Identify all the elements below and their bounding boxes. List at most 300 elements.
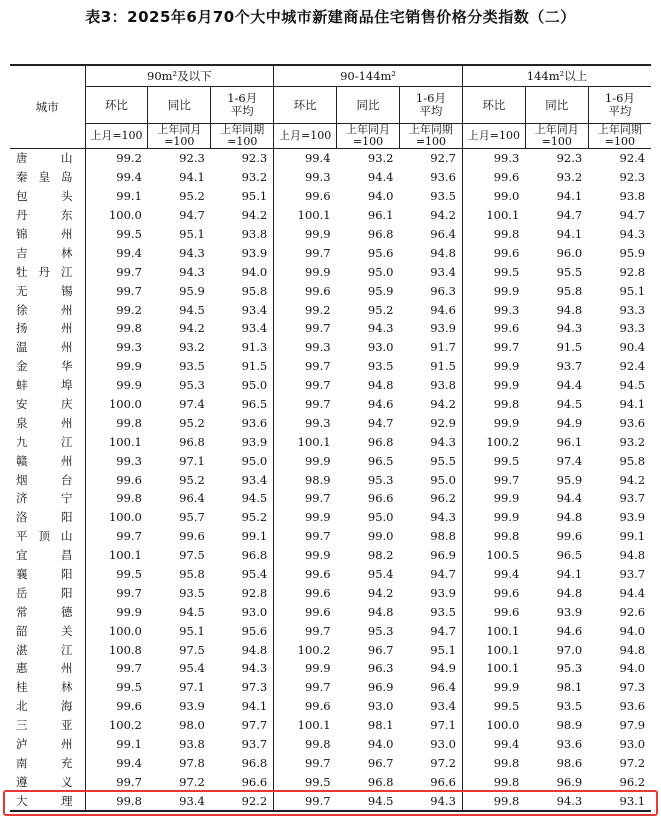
index-value: 99.7 [274, 243, 337, 262]
sub-header-mom: 环比 [85, 87, 148, 124]
index-value: 94.0 [619, 623, 646, 638]
index-value: 91.7 [430, 340, 456, 355]
city-name: 蚌埠 [16, 378, 73, 393]
index-value: 98.8 [430, 529, 456, 544]
index-value: 97.1 [179, 453, 205, 468]
index-value: 99.7 [274, 395, 337, 414]
index-value: 100.0 [85, 206, 148, 225]
index-value: 94.4 [367, 170, 394, 185]
index-value: 95.4 [179, 661, 205, 676]
index-value: 96.3 [430, 283, 456, 298]
table-row [10, 565, 651, 584]
index-value: 99.5 [462, 697, 525, 716]
index-value: 94.7 [430, 567, 456, 582]
index-value: 99.6 [462, 243, 525, 262]
index-value: 99.3 [462, 149, 525, 168]
table-row [10, 225, 651, 244]
index-value: 100.2 [462, 432, 525, 451]
index-value: 96.2 [619, 774, 646, 789]
table-row [10, 640, 651, 659]
index-value: 99.5 [85, 225, 148, 244]
index-value: 100.1 [462, 621, 525, 640]
city-name: 三亚 [16, 718, 73, 733]
index-value: 94.8 [556, 510, 583, 525]
index-value: 97.8 [179, 755, 205, 770]
table-row [10, 206, 651, 225]
index-value: 93.2 [556, 170, 583, 185]
table-title: 表3：2025年6月70个大中城市新建商品住宅销售价格分类指数（二） [85, 8, 576, 26]
index-value: 99.7 [274, 678, 337, 697]
index-value: 93.4 [430, 699, 456, 714]
index-value: 97.0 [556, 642, 583, 657]
index-value: 99.7 [274, 621, 337, 640]
city-name: 惠州 [16, 661, 73, 676]
index-value: 94.1 [619, 397, 646, 412]
unit-header-yoy: 上年同月 =100 [337, 124, 400, 149]
index-value: 96.9 [367, 680, 394, 695]
table-row [10, 678, 651, 697]
index-value: 93.3 [619, 302, 646, 317]
index-value: 99.5 [85, 678, 148, 697]
city-name: 洛阳 [16, 510, 73, 525]
index-value: 93.6 [556, 737, 583, 752]
table-row [10, 772, 651, 791]
index-value: 100.2 [274, 640, 337, 659]
index-value: 93.6 [619, 415, 646, 430]
index-value: 93.2 [367, 151, 394, 166]
index-value: 92.8 [241, 585, 268, 600]
index-value: 97.7 [241, 718, 268, 733]
table-row [10, 754, 651, 773]
index-value: 95.1 [179, 227, 205, 241]
index-value: 94.2 [367, 585, 394, 600]
index-value: 99.0 [462, 187, 525, 206]
index-value: 94.0 [367, 737, 394, 752]
city-name: 牡丹江 [16, 264, 73, 279]
index-value: 94.4 [556, 378, 583, 393]
index-value: 99.7 [274, 357, 337, 376]
index-value: 95.2 [179, 189, 205, 204]
index-value: 99.5 [85, 565, 148, 584]
index-value: 100.1 [85, 432, 148, 451]
index-value: 92.6 [619, 604, 646, 619]
table-row [10, 508, 651, 527]
index-value: 94.9 [430, 661, 456, 676]
index-value: 98.1 [556, 680, 583, 695]
index-value: 94.3 [619, 227, 646, 241]
index-value: 99.6 [462, 602, 525, 621]
index-value: 96.4 [430, 680, 456, 695]
index-value: 92.2 [211, 791, 274, 811]
table-row [10, 659, 651, 678]
index-value: 93.5 [430, 189, 456, 204]
index-value: 99.6 [274, 697, 337, 716]
city-name: 襄阳 [16, 567, 73, 582]
index-value: 95.6 [367, 245, 394, 260]
index-value: 96.7 [367, 755, 394, 770]
index-value: 99.3 [462, 300, 525, 319]
index-value: 100.0 [462, 716, 525, 735]
index-value: 99.8 [462, 791, 525, 811]
index-value: 92.3 [619, 170, 646, 185]
index-value: 99.3 [274, 338, 337, 357]
index-value: 95.2 [179, 472, 205, 487]
index-value: 96.3 [367, 661, 394, 676]
table-row [10, 281, 651, 300]
index-value: 95.9 [556, 472, 583, 487]
index-value: 93.0 [619, 737, 646, 752]
index-value: 97.5 [179, 642, 205, 657]
index-value: 99.7 [274, 754, 337, 773]
index-value: 100.0 [85, 395, 148, 414]
index-value: 93.5 [179, 585, 205, 600]
index-value: 95.2 [179, 415, 205, 430]
index-value: 99.3 [274, 413, 337, 432]
index-value: 96.7 [367, 642, 394, 657]
index-value: 99.9 [85, 357, 148, 376]
index-value: 96.6 [241, 774, 268, 789]
index-value: 95.3 [367, 623, 394, 638]
index-value: 94.2 [179, 321, 205, 336]
index-value: 94.6 [556, 623, 583, 638]
index-value: 93.5 [179, 359, 205, 374]
city-column-header: 城市 [10, 65, 85, 149]
price-index-table [10, 64, 651, 812]
index-value: 94.9 [556, 415, 583, 430]
table-row [10, 583, 651, 602]
index-value: 99.7 [274, 376, 337, 395]
index-value: 94.2 [241, 208, 268, 223]
index-value: 94.4 [619, 585, 646, 600]
index-value: 95.0 [430, 472, 456, 487]
index-value: 99.9 [462, 508, 525, 527]
index-value: 99.9 [462, 357, 525, 376]
index-value: 94.8 [241, 642, 268, 657]
city-name: 北海 [16, 699, 73, 714]
index-value: 99.4 [85, 754, 148, 773]
index-value: 100.8 [85, 640, 148, 659]
city-name: 无锡 [16, 283, 73, 298]
index-value: 95.5 [556, 264, 583, 279]
index-value: 99.9 [274, 546, 337, 565]
index-value: 95.4 [367, 567, 394, 582]
index-value: 99.1 [85, 735, 148, 754]
unit-header-yoy: 上年同月 =100 [525, 124, 588, 149]
index-value: 99.8 [462, 395, 525, 414]
index-value: 96.5 [241, 397, 268, 412]
index-value: 99.2 [85, 300, 148, 319]
index-value: 94.1 [179, 170, 205, 185]
index-value: 97.9 [619, 718, 646, 733]
index-value: 94.3 [430, 510, 456, 525]
index-value: 99.1 [619, 529, 646, 544]
index-value: 95.8 [179, 567, 205, 582]
index-value: 93.8 [179, 737, 205, 752]
index-value: 99.8 [85, 489, 148, 508]
index-value: 94.1 [556, 227, 583, 241]
group-header-medium: 90-144m² [274, 65, 463, 87]
index-value: 91.3 [241, 340, 268, 355]
table-row [10, 395, 651, 414]
city-name: 桂林 [16, 680, 73, 695]
index-value: 96.4 [179, 491, 205, 506]
index-value: 99.5 [462, 451, 525, 470]
index-value: 100.1 [462, 206, 525, 225]
city-name: 赣州 [16, 453, 73, 468]
city-name: 湛江 [16, 642, 73, 657]
index-value: 99.9 [462, 376, 525, 395]
city-name: 大理 [10, 791, 85, 811]
index-value: 99.8 [462, 527, 525, 546]
index-value: 94.8 [367, 378, 394, 393]
index-value: 100.1 [274, 432, 337, 451]
index-value: 99.8 [274, 735, 337, 754]
index-value: 99.9 [462, 678, 525, 697]
index-value: 97.4 [179, 397, 205, 412]
index-value: 97.2 [430, 755, 456, 770]
unit-header-yoy: 上年同月 =100 [148, 124, 211, 149]
index-value: 100.0 [85, 508, 148, 527]
index-value: 96.8 [179, 434, 205, 449]
index-value: 96.0 [556, 245, 583, 260]
city-name: 南充 [16, 755, 73, 770]
index-value: 93.9 [241, 434, 268, 449]
index-value: 95.0 [241, 378, 268, 393]
index-value: 99.6 [462, 168, 525, 187]
index-value: 99.4 [274, 149, 337, 168]
index-value: 99.9 [462, 489, 525, 508]
index-value: 95.1 [179, 623, 205, 638]
index-value: 93.7 [619, 567, 646, 582]
city-name: 扬州 [16, 321, 73, 336]
index-value: 94.5 [179, 604, 205, 619]
index-value: 93.9 [556, 604, 583, 619]
index-value: 99.6 [462, 319, 525, 338]
table-row [10, 602, 651, 621]
index-value: 99.6 [85, 470, 148, 489]
index-value: 93.9 [430, 585, 456, 600]
unit-header-ytd-avg: 上年同期 =100 [211, 124, 274, 149]
sub-header-yoy: 同比 [148, 87, 211, 124]
index-value: 94.6 [367, 397, 394, 412]
index-value: 94.1 [556, 189, 583, 204]
index-value: 94.7 [367, 415, 394, 430]
table-row [10, 451, 651, 470]
index-value: 99.0 [367, 529, 394, 544]
index-value: 94.8 [619, 642, 646, 657]
index-value: 93.7 [556, 359, 583, 374]
city-name: 常德 [16, 604, 73, 619]
index-value: 94.3 [241, 661, 268, 676]
index-value: 96.6 [367, 491, 394, 506]
index-value: 99.4 [462, 565, 525, 584]
table-row [10, 432, 651, 451]
index-value: 93.4 [430, 264, 456, 279]
group-header-large: 144m²以上 [462, 65, 651, 87]
index-value: 100.1 [462, 659, 525, 678]
index-value: 96.5 [556, 548, 583, 563]
city-name: 唐山 [16, 151, 73, 166]
index-value: 98.2 [367, 548, 394, 563]
index-value: 94.8 [430, 245, 456, 260]
index-value: 93.2 [179, 340, 205, 355]
index-value: 93.2 [619, 434, 646, 449]
index-value: 99.4 [85, 243, 148, 262]
index-value: 95.8 [556, 283, 583, 298]
index-value: 96.8 [241, 755, 268, 770]
index-value: 93.6 [241, 415, 268, 430]
index-value: 95.3 [367, 472, 394, 487]
index-value: 100.1 [85, 546, 148, 565]
index-value: 94.8 [556, 302, 583, 317]
index-value: 96.8 [367, 774, 394, 789]
index-value: 93.0 [367, 340, 394, 355]
city-name: 温州 [16, 340, 73, 355]
index-value: 97.4 [556, 453, 583, 468]
city-name: 泉州 [16, 415, 73, 430]
table-row [10, 300, 651, 319]
table-row [10, 527, 651, 546]
index-value: 92.3 [241, 151, 268, 166]
index-value: 91.5 [241, 359, 268, 374]
index-value: 99.6 [274, 583, 337, 602]
index-value: 99.5 [462, 262, 525, 281]
city-name: 安庆 [16, 397, 73, 412]
index-value: 99.6 [85, 697, 148, 716]
index-value: 90.4 [619, 340, 646, 355]
index-value: 93.7 [619, 491, 646, 506]
index-value: 100.1 [274, 716, 337, 735]
index-value: 94.2 [619, 472, 646, 487]
city-name: 秦皇岛 [16, 170, 73, 185]
index-value: 95.6 [241, 623, 268, 638]
index-value: 99.8 [85, 413, 148, 432]
index-value: 94.7 [430, 623, 456, 638]
index-value: 100.1 [462, 640, 525, 659]
table-row [10, 149, 651, 168]
index-value: 95.4 [241, 567, 268, 582]
index-value: 93.9 [241, 245, 268, 260]
index-value: 97.2 [619, 755, 646, 770]
index-value: 99.7 [462, 470, 525, 489]
city-name: 徐州 [16, 302, 73, 317]
sub-header-ytd-avg: 1-6月 平均 [588, 87, 651, 124]
sub-header-yoy: 同比 [337, 87, 400, 124]
index-value: 95.1 [619, 283, 646, 298]
index-value: 99.7 [274, 791, 337, 811]
index-value: 92.4 [619, 359, 646, 374]
index-value: 92.8 [619, 264, 646, 279]
table-row [10, 187, 651, 206]
index-value: 94.8 [619, 548, 646, 563]
city-name: 包头 [16, 189, 73, 204]
index-value: 97.1 [179, 680, 205, 695]
index-value: 99.7 [85, 583, 148, 602]
city-name: 平顶山 [16, 529, 73, 544]
index-value: 97.3 [241, 680, 268, 695]
index-value: 96.5 [367, 453, 394, 468]
index-value: 95.7 [179, 510, 205, 525]
index-value: 94.8 [367, 604, 394, 619]
index-value: 93.9 [619, 510, 646, 525]
index-value: 94.0 [367, 189, 394, 204]
table-row [10, 338, 651, 357]
index-value: 95.8 [241, 283, 268, 298]
index-value: 99.9 [274, 451, 337, 470]
index-value: 94.5 [556, 397, 583, 412]
city-name: 九江 [16, 434, 73, 449]
unit-header-ytd-avg: 上年同期 =100 [588, 124, 651, 149]
index-value: 99.6 [274, 187, 337, 206]
index-value: 99.7 [85, 281, 148, 300]
table-row [10, 735, 651, 754]
index-value: 91.5 [430, 359, 456, 374]
index-value: 93.4 [241, 321, 268, 336]
index-value: 94.3 [556, 321, 583, 336]
index-value: 99.8 [85, 319, 148, 338]
index-value: 94.5 [619, 378, 646, 393]
index-value: 99.7 [85, 659, 148, 678]
index-value: 96.9 [430, 548, 456, 563]
index-value: 97.2 [179, 774, 205, 789]
index-value: 97.3 [619, 680, 646, 695]
index-value: 99.8 [462, 225, 525, 244]
index-value: 96.1 [367, 208, 394, 223]
index-value: 93.7 [241, 737, 268, 752]
index-value: 95.3 [179, 378, 205, 393]
index-value: 94.0 [241, 264, 268, 279]
index-value: 93.0 [241, 604, 268, 619]
group-header-small: 90m²及以下 [85, 65, 274, 87]
city-name: 遵义 [16, 774, 73, 789]
table-row [10, 168, 651, 187]
index-value: 99.4 [462, 735, 525, 754]
index-value: 99.4 [85, 168, 148, 187]
unit-header-ytd-avg: 上年同期 =100 [399, 124, 462, 149]
index-value: 99.9 [274, 659, 337, 678]
index-value: 99.2 [85, 149, 148, 168]
highlight-box-dali-row [3, 790, 658, 816]
index-value: 93.4 [148, 791, 211, 811]
city-name: 烟台 [16, 472, 73, 487]
index-value: 95.5 [430, 453, 456, 468]
index-value: 93.8 [241, 227, 268, 241]
index-value: 92.3 [556, 151, 583, 166]
index-value: 94.7 [619, 208, 646, 223]
index-value: 99.6 [556, 529, 583, 544]
index-value: 94.7 [179, 208, 205, 223]
index-value: 94.1 [241, 699, 268, 714]
index-value: 96.1 [556, 434, 583, 449]
index-value: 94.2 [430, 397, 456, 412]
index-value: 96.6 [430, 774, 456, 789]
index-value: 99.9 [85, 376, 148, 395]
sub-header-ytd-avg: 1-6月 平均 [211, 87, 274, 124]
index-value: 93.8 [430, 378, 456, 393]
index-value: 96.8 [367, 227, 394, 241]
city-name: 韶关 [16, 623, 73, 638]
index-value: 94.8 [556, 585, 583, 600]
index-value: 93.9 [430, 321, 456, 336]
index-value: 94.5 [179, 302, 205, 317]
table-row [10, 376, 651, 395]
table-row [10, 697, 651, 716]
index-value: 93.8 [619, 189, 646, 204]
index-value: 100.2 [85, 716, 148, 735]
index-value: 99.2 [274, 300, 337, 319]
sub-header-mom: 环比 [274, 87, 337, 124]
table-row [10, 489, 651, 508]
